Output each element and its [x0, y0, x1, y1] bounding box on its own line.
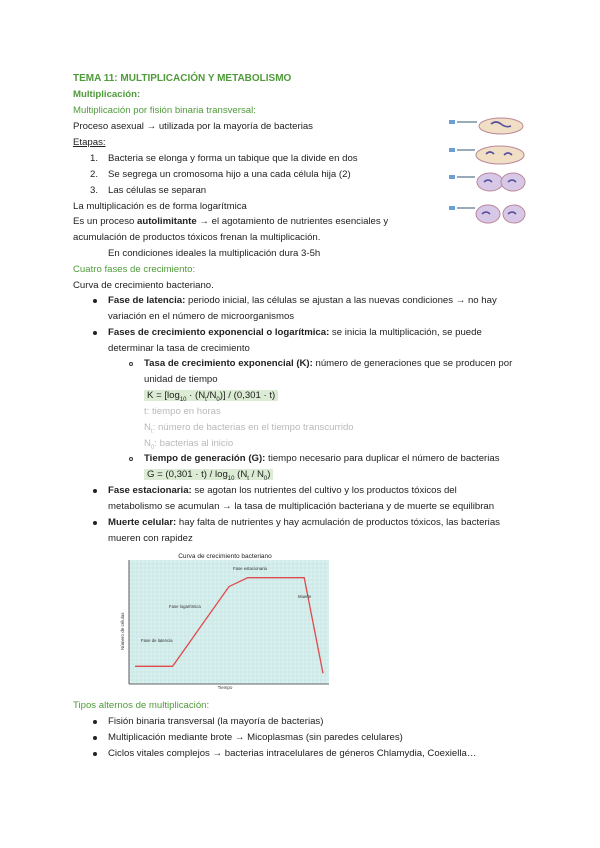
list-item: Ciclos vitales complejos → bacterias intracelulares de géneros Chlamydia, Coexiella…	[108, 748, 477, 759]
fase-latencia-cont: variación en el número de microorganismos	[108, 311, 295, 322]
bullet	[93, 521, 97, 525]
list-item: Se segrega un cromosoma hijo a una cada célula hija (2)	[108, 169, 351, 180]
binary-fission-figure	[446, 112, 526, 238]
list-item: Multiplicación mediante brote → Micoplasmas (sin paredes celulares)	[108, 732, 403, 743]
list-number: 1.	[89, 153, 98, 164]
bullet	[93, 752, 97, 756]
fission-step-3	[449, 173, 525, 191]
fase-exponencial: Fases de crecimiento exponencial o logarítmica: se inicia la multiplicación, se puede	[108, 327, 482, 338]
fission-step-2	[449, 146, 524, 164]
list-number: 3.	[89, 185, 98, 196]
list-item: Fisión binaria transversal (la mayoría de bacterias)	[108, 716, 324, 727]
bullet	[93, 720, 97, 724]
page-title: TEMA 11: MULTIPLICACIÓN Y METABOLISMO	[73, 73, 292, 84]
x-axis-label: Tiempo	[217, 685, 233, 690]
sub-bullet	[129, 457, 133, 461]
fase-exponencial-cont: determinar la tasa de crecimiento	[108, 343, 250, 354]
bullet	[93, 736, 97, 740]
bullet	[93, 331, 97, 335]
phase-label-log: Fase logarítmica	[169, 604, 201, 609]
y-axis-label: Número de células	[120, 612, 125, 650]
fase-estacionaria: Fase estacionaria: se agotan los nutrientes del cultivo y los productos tóxicos del	[108, 485, 457, 496]
section-heading-fision: Multiplicación por fisión binaria transversal:	[73, 105, 256, 116]
section-heading-multiplicacion: Multiplicación:	[73, 89, 141, 100]
sub-bullet	[129, 362, 133, 366]
phase-label-estacionaria: Fase estacionaria	[233, 566, 267, 571]
formula-g: $G = (0,301 \cdot t) / \log_{10} (N_t / N_0)$	[144, 468, 273, 486]
paragraph: acumulación de productos tóxicos frenan la multiplicación.	[73, 232, 321, 243]
bullet	[93, 489, 97, 493]
fission-step-1	[449, 118, 523, 134]
paragraph: Proceso asexual → utilizada por la mayoría de bacterias	[73, 121, 313, 132]
tiempo-generacion: Tiempo de generación (G): tiempo necesario para duplicar el número de bacterias	[144, 453, 500, 464]
growth-curve-chart	[115, 550, 333, 690]
paragraph: En condiciones ideales la multiplicación dura 3-5h	[108, 248, 321, 259]
phase-label-latencia: Fase de latencia	[141, 638, 173, 643]
legend-n0: $N_0$: bacterias al inicio	[144, 438, 234, 451]
fase-estacionaria-cont: metabolismo se acumulan → la tasa de multiplicación bacteriana y de muerte se equilibran	[108, 501, 495, 512]
paragraph: La multiplicación es de forma logarítmica	[73, 201, 247, 212]
tasa-crecimiento-cont: unidad de tiempo	[144, 374, 218, 385]
legend-nt: $N_t$: número de bacterias en el tiempo transcurrido	[144, 422, 354, 435]
formula-k: $K = [\log_{10} \cdot (N_t/N_0)] / (0,301 \cdot t)$	[144, 389, 278, 407]
muerte-celular-cont: mueren con rapidez	[108, 533, 193, 544]
legend-t: t: tiempo en horas	[144, 406, 221, 417]
fission-step-4	[449, 205, 525, 223]
list-item: Las células se separan	[108, 185, 207, 196]
section-heading-tipos: Tipos alternos de multiplicación:	[73, 700, 210, 711]
fase-latencia: Fase de latencia: periodo inicial, las células se ajustan a las nuevas condiciones → no hay	[108, 295, 497, 306]
bullet	[93, 299, 97, 303]
phase-label-muerte: Muerte	[298, 594, 312, 599]
section-heading-fases: Cuatro fases de crecimiento:	[73, 264, 196, 275]
muerte-celular: Muerte celular: hay falta de nutrientes y hay acmulación de productos tóxicos, las bacterias	[108, 517, 500, 528]
paragraph: Es un proceso autolimitante → el agotamiento de nutrientes esenciales y	[73, 216, 389, 227]
tasa-crecimiento: Tasa de crecimiento exponencial (K): número de generaciones que se producen por	[144, 358, 513, 369]
paragraph: Curva de crecimiento bacteriano.	[73, 280, 214, 291]
list-number: 2.	[89, 169, 98, 180]
etapas-label: Etapas:	[73, 137, 106, 148]
list-item: Bacteria se elonga y forma un tabique que la divide en dos	[108, 153, 358, 164]
chart-title: Curva de crecimiento bacteriano	[178, 553, 272, 560]
